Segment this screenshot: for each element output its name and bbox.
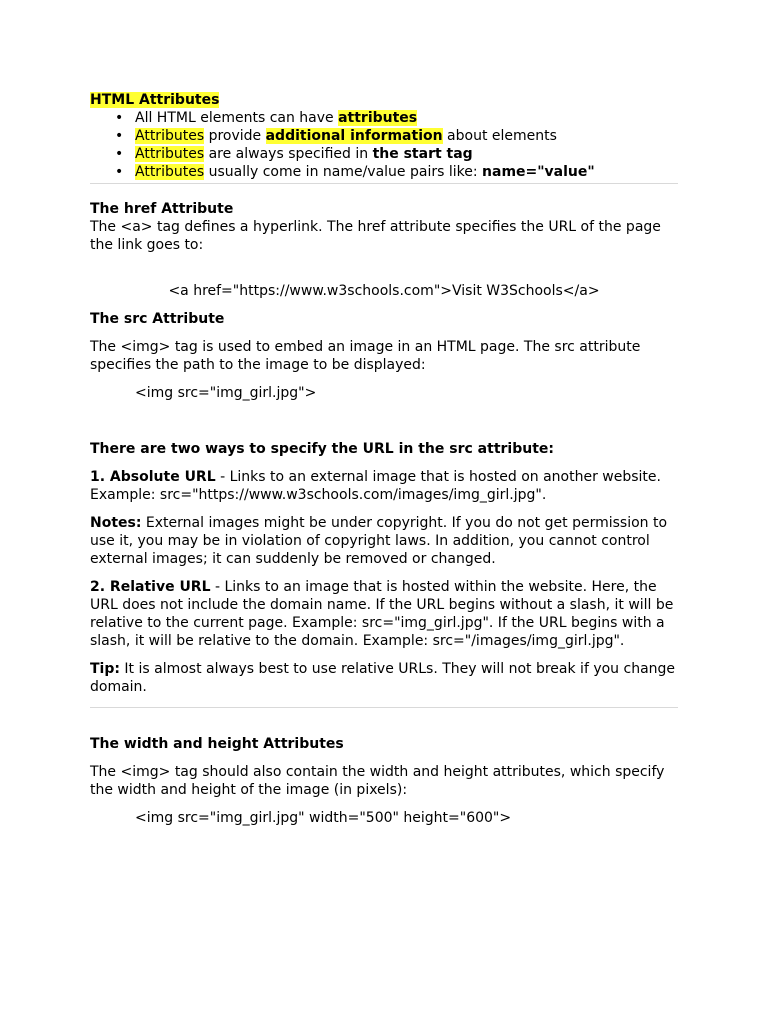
width-height-section bbox=[90, 735, 678, 827]
src-section bbox=[90, 310, 678, 402]
bullet-item bbox=[90, 127, 678, 145]
bullet-text: are always specified in bbox=[204, 146, 373, 162]
bullet-item bbox=[90, 109, 678, 127]
href-section bbox=[90, 200, 678, 300]
width-height-code-example: <img src="img_girl.jpg" width="500" height="600"> bbox=[135, 810, 512, 826]
bullet-highlight: Attributes bbox=[135, 128, 205, 144]
width-height-title: The width and height Attributes bbox=[90, 736, 344, 752]
document-heading bbox=[90, 91, 678, 109]
document-content bbox=[90, 91, 678, 827]
bullet-dot-icon: • bbox=[115, 146, 124, 162]
href-description: The <a> tag defines a hyperlink. The href attribute specifies the URL of the page the link goes to: bbox=[90, 219, 661, 253]
absolute-url-paragraph bbox=[90, 468, 678, 504]
relative-url-label: 2. Relative URL bbox=[90, 579, 211, 595]
notes-text: External images might be under copyright. If you do not get permission to use it, you may be in violation of copyright laws. In addition, you cannot control external images; it can suddenly be removed or changed. bbox=[90, 515, 668, 567]
bullet-highlight: Attributes bbox=[135, 146, 205, 162]
bullet-emphasis: attributes bbox=[338, 110, 418, 126]
bullet-text: provide bbox=[204, 128, 266, 144]
tip-text: It is almost always best to use relative URLs. They will not break if you change domain. bbox=[90, 661, 676, 695]
section-divider bbox=[90, 183, 678, 184]
relative-url-paragraph bbox=[90, 578, 678, 650]
bullet-dot-icon: • bbox=[115, 128, 124, 144]
bullet-item bbox=[90, 145, 678, 163]
src-title: The src Attribute bbox=[90, 311, 225, 327]
url-ways-section bbox=[90, 440, 678, 696]
url-ways-title: There are two ways to specify the URL in the src attribute: bbox=[90, 441, 554, 457]
absolute-url-label: 1. Absolute URL bbox=[90, 469, 216, 485]
bullet-text: usually come in name/value pairs like: bbox=[204, 164, 483, 180]
bullet-dot-icon: • bbox=[115, 110, 124, 126]
absolute-url-text: - Links to an external image that is hosted on another website. Example: src="https://www.w3schools.com/images/img_girl.jpg". bbox=[90, 469, 661, 503]
bullet-highlight: Attributes bbox=[135, 164, 205, 180]
notes-paragraph bbox=[90, 514, 678, 568]
section-divider bbox=[90, 707, 678, 708]
width-height-description: The <img> tag should also contain the width and height attributes, which specify the width and height of the image (in pixels): bbox=[90, 764, 665, 798]
bullet-item bbox=[90, 163, 678, 181]
src-code-example: <img src="img_girl.jpg"> bbox=[135, 385, 317, 401]
bullet-emphasis: name="value" bbox=[482, 164, 595, 180]
intro-bullet-list bbox=[90, 109, 678, 181]
heading-text: HTML Attributes bbox=[90, 92, 220, 108]
relative-url-text: - Links to an image that is hosted within the website. Here, the URL does not include the domain name. If the URL begins without a slash, it will be relative to the current page. Example: src="img_girl.jpg". If the URL begins with a slash, it will be relative to the domain. Example: src="/images/img_girl.jpg". bbox=[90, 579, 674, 649]
tip-paragraph bbox=[90, 660, 678, 696]
notes-label: Notes: bbox=[90, 515, 142, 531]
href-title: The href Attribute bbox=[90, 201, 234, 217]
bullet-emphasis: the start tag bbox=[372, 146, 473, 162]
bullet-dot-icon: • bbox=[115, 164, 124, 180]
bullet-text-tail: about elements bbox=[442, 128, 557, 144]
bullet-text: All HTML elements can have bbox=[135, 110, 339, 126]
tip-label: Tip: bbox=[90, 661, 120, 677]
href-code-example: <a href="https://www.w3schools.com">Visit W3Schools</a> bbox=[168, 283, 600, 299]
bullet-emphasis: additional information bbox=[265, 128, 443, 144]
src-description: The <img> tag is used to embed an image in an HTML page. The src attribute specifies the path to the image to be displayed: bbox=[90, 339, 641, 373]
